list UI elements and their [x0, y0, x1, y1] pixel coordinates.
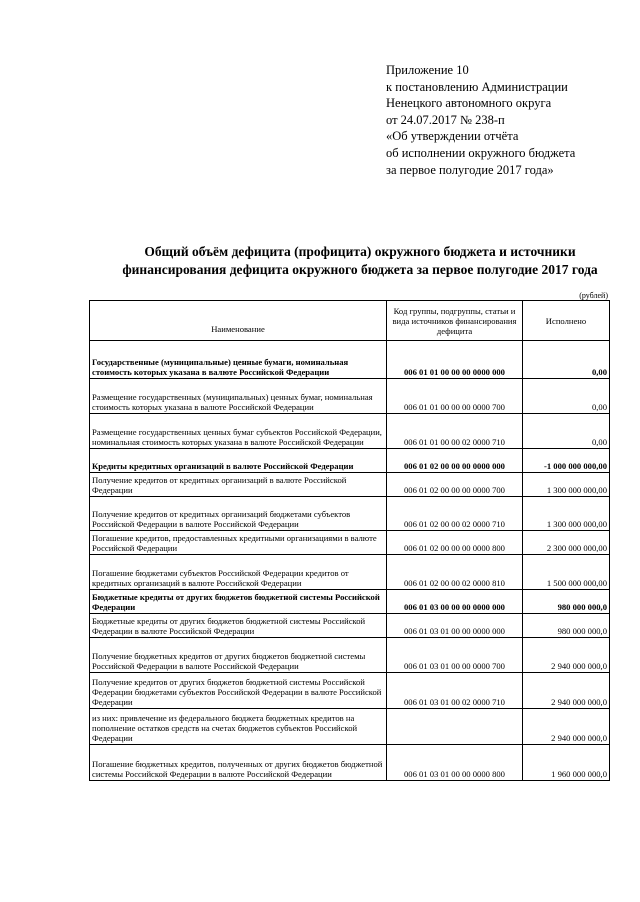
header-code: Код группы, подгруппы, статьи и вида источников финансирования дефицита [387, 301, 523, 341]
row-name: Получение кредитов от кредитных организаций бюджетами субъектов Российской Федерации в валюте Российской Федерации [90, 497, 387, 531]
row-name: Бюджетные кредиты от других бюджетов бюджетной системы Российской Федерации [90, 590, 387, 614]
annex-line: от 24.07.2017 № 238-п [386, 112, 505, 127]
row-code: 006 01 01 00 00 00 0000 000 [387, 341, 523, 379]
row-code: 006 01 03 01 00 00 0000 000 [387, 614, 523, 638]
row-amount: 0,00 [523, 341, 610, 379]
annex-line: Ненецкого автономного округа [386, 96, 552, 111]
title-line: Общий объём дефицита (профицита) окружного бюджета и источники [144, 244, 576, 259]
row-code: 006 01 02 00 00 00 0000 700 [387, 473, 523, 497]
annex-line: Приложение 10 [386, 63, 469, 77]
table-row [90, 745, 610, 781]
table-row [90, 473, 610, 497]
annex-line: «Об утверждении отчёта [386, 129, 519, 144]
table-row [90, 531, 610, 555]
row-code: 006 01 03 01 00 00 0000 800 [387, 745, 523, 781]
table-row [90, 379, 610, 414]
table-row [90, 555, 610, 590]
table-row [90, 638, 610, 673]
row-amount: 980 000 000,0 [523, 614, 610, 638]
row-amount: 2 940 000 000,0 [523, 673, 610, 709]
row-code: 006 01 03 01 00 02 0000 710 [387, 673, 523, 709]
row-amount: 1 960 000 000,0 [523, 745, 610, 781]
row-amount: 2 300 000 000,00 [523, 531, 610, 555]
row-name: из них: привлечение из федерального бюджета бюджетных кредитов на пополнение остатков средств на счетах бюджетов субъектов Российской Федерации [90, 709, 387, 745]
row-amount: 1 300 000 000,00 [523, 473, 610, 497]
row-code: 006 01 02 00 00 00 0000 000 [387, 449, 523, 473]
row-code: 006 01 02 00 00 02 0000 710 [387, 497, 523, 531]
row-amount: 980 000 000,0 [523, 590, 610, 614]
table-row [90, 341, 610, 379]
row-code: 006 01 01 00 00 02 0000 710 [387, 414, 523, 449]
budget-table [89, 300, 610, 781]
row-amount: 2 940 000 000,0 [523, 709, 610, 745]
row-name: Бюджетные кредиты от других бюджетов бюджетной системы Российской Федерации в валюте Российской Федерации [90, 614, 387, 638]
row-code: 006 01 02 00 00 00 0000 800 [387, 531, 523, 555]
row-name: Погашение бюджетных кредитов, полученных от других бюджетов бюджетной системы Российской Федерации в валюте Российской Федерации [90, 745, 387, 781]
row-amount: 0,00 [523, 414, 610, 449]
table-row [90, 449, 610, 473]
row-name: Кредиты кредитных организаций в валюте Российской Федерации [90, 449, 387, 473]
row-code [387, 709, 523, 745]
table-row [90, 497, 610, 531]
row-name: Получение бюджетных кредитов от других бюджетов бюджетной системы Российской Федерации в валюте Российской Федерации [90, 638, 387, 673]
table-body [90, 341, 610, 781]
unit-label: (рублей) [579, 291, 608, 300]
title-line: финансирования дефицита окружного бюджета за первое полугодие 2017 года [122, 262, 598, 277]
table-row [90, 709, 610, 745]
annex-block [386, 62, 575, 178]
row-name: Получение кредитов от кредитных организаций в валюте Российской Федерации [90, 473, 387, 497]
row-code: 006 01 03 00 00 00 0000 000 [387, 590, 523, 614]
row-name: Государственные (муниципальные) ценные бумаги, номинальная стоимость которых указана в валюте Российской Федерации [90, 341, 387, 379]
row-code: 006 01 01 00 00 00 0000 700 [387, 379, 523, 414]
annex-line: об исполнении окружного бюджета [386, 145, 576, 160]
row-amount: 2 940 000 000,0 [523, 638, 610, 673]
row-amount: 1 300 000 000,00 [523, 497, 610, 531]
header-name: Наименование [90, 301, 387, 341]
row-code: 006 01 02 00 00 02 0000 810 [387, 555, 523, 590]
table-row [90, 614, 610, 638]
row-name: Погашение кредитов, предоставленных кредитными организациями в валюте Российской Федерации [90, 531, 387, 555]
annex-line: за первое полугодие 2017 года» [386, 162, 554, 177]
row-amount: -1 000 000 000,00 [523, 449, 610, 473]
row-amount: 1 500 000 000,00 [523, 555, 610, 590]
document-title [0, 243, 640, 279]
row-name: Погашение бюджетами субъектов Российской Федерации кредитов от кредитных организаций в валюте Российской Федерации [90, 555, 387, 590]
row-name: Получение кредитов от других бюджетов бюджетной системы Российской Федерации бюджетами субъектов Российской Федерации в валюте Российской Федерации [90, 673, 387, 709]
annex-line: к постановлению Администрации [386, 79, 568, 94]
row-name: Размещение государственных ценных бумаг субъектов Российской Федерации, номинальная стоимость которых указана в валюте Российской Федерации [90, 414, 387, 449]
row-name: Размещение государственных (муниципальных) ценных бумаг, номинальная стоимость которых указана в валюте Российской Федерации [90, 379, 387, 414]
row-code: 006 01 03 01 00 00 0000 700 [387, 638, 523, 673]
table-row [90, 673, 610, 709]
table-row [90, 590, 610, 614]
header-amount: Исполнено [523, 301, 610, 341]
table-row [90, 414, 610, 449]
table-header-row [90, 301, 610, 341]
row-amount: 0,00 [523, 379, 610, 414]
